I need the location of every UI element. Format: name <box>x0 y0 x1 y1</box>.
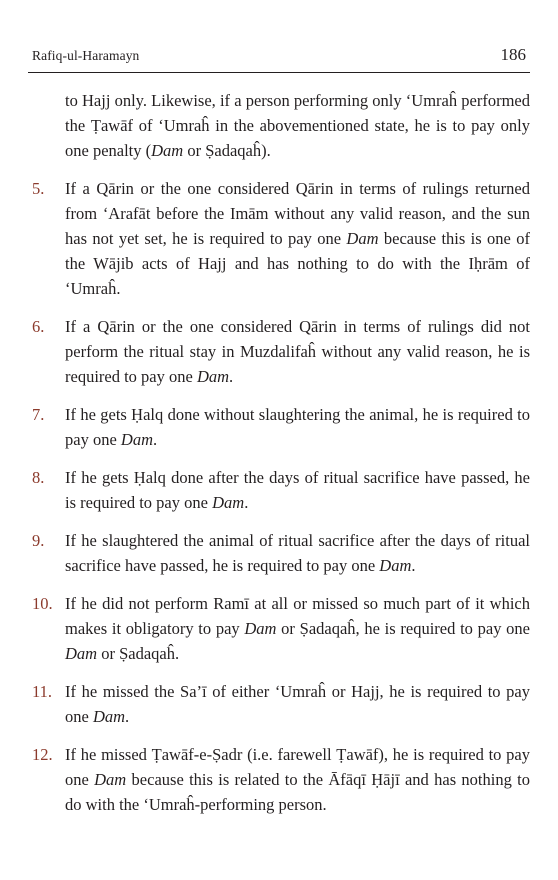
list-item-9 <box>32 528 530 578</box>
list-item-5 <box>32 176 530 301</box>
list-item-11 <box>32 679 530 729</box>
list-number: 8. <box>32 468 45 487</box>
list-text: If he missed the Sa’ī of either ‘Umraĥ or Hajj, he is required to pay one Dam. <box>65 682 530 726</box>
list-item-10 <box>32 591 530 666</box>
list-text: If he slaughtered the animal of ritual sacrifice after the days of ritual sacrifice have passed, he is required to pay one Dam. <box>65 531 530 575</box>
list-text: If he missed Ṭawāf-e-Ṣadr (i.e. farewell Ṭawāf), he is required to pay one Dam because this is related to the Āfāqī Ḥājī and has nothing to do with the ‘Umraĥ-performing person. <box>65 745 530 814</box>
list-text: If he gets Ḥalq done after the days of ritual sacrifice have passed, he is required to pay one Dam. <box>65 468 530 512</box>
continuation-paragraph: to Hajj only. Likewise, if a person performing only ‘Umraĥ performed the Ṭawāf of ‘Umraĥ in the abovementioned state, he is to pay only one penalty (Dam or Ṣadaqaĥ). <box>65 91 530 160</box>
list-number: 10. <box>32 594 53 613</box>
list-number: 6. <box>32 317 45 336</box>
page-number: 186 <box>500 45 526 64</box>
list-text: If he gets Ḥalq done without slaughtering the animal, he is required to pay one Dam. <box>65 405 530 449</box>
list-number: 11. <box>32 682 53 701</box>
running-head: Rafiq-ul-Haramayn <box>32 48 140 63</box>
list-item-12 <box>32 742 530 817</box>
list-number: 5. <box>32 179 45 198</box>
list-text: If he did not perform Ramī at all or missed so much part of it which makes it obligatory to pay Dam or Ṣadaqaĥ, he is required to pay one Dam or Ṣadaqaĥ. <box>65 594 530 663</box>
page-body <box>32 88 530 817</box>
page-header <box>32 38 526 68</box>
list-item-6 <box>32 314 530 389</box>
list-number: 7. <box>32 405 45 424</box>
list-item-7 <box>32 402 530 452</box>
list-text: If a Qārin or the one considered Qārin in terms of rulings returned from ‘Arafāt before the Imām without any valid reason, and the sun has not yet set, he is required to pay one Dam because this is one of the Wājib acts of Hajj and has nothing to do with the Iḥrām of ‘Umraĥ. <box>65 179 530 298</box>
list-text: If a Qārin or the one considered Qārin in terms of rulings did not perform the ritual stay in Muzdalifaĥ without any valid reason, he is required to pay one Dam. <box>65 317 530 386</box>
list-number: 12. <box>32 745 53 764</box>
list-item-8 <box>32 465 530 515</box>
list-number: 9. <box>32 531 45 550</box>
header-rule <box>28 72 530 73</box>
